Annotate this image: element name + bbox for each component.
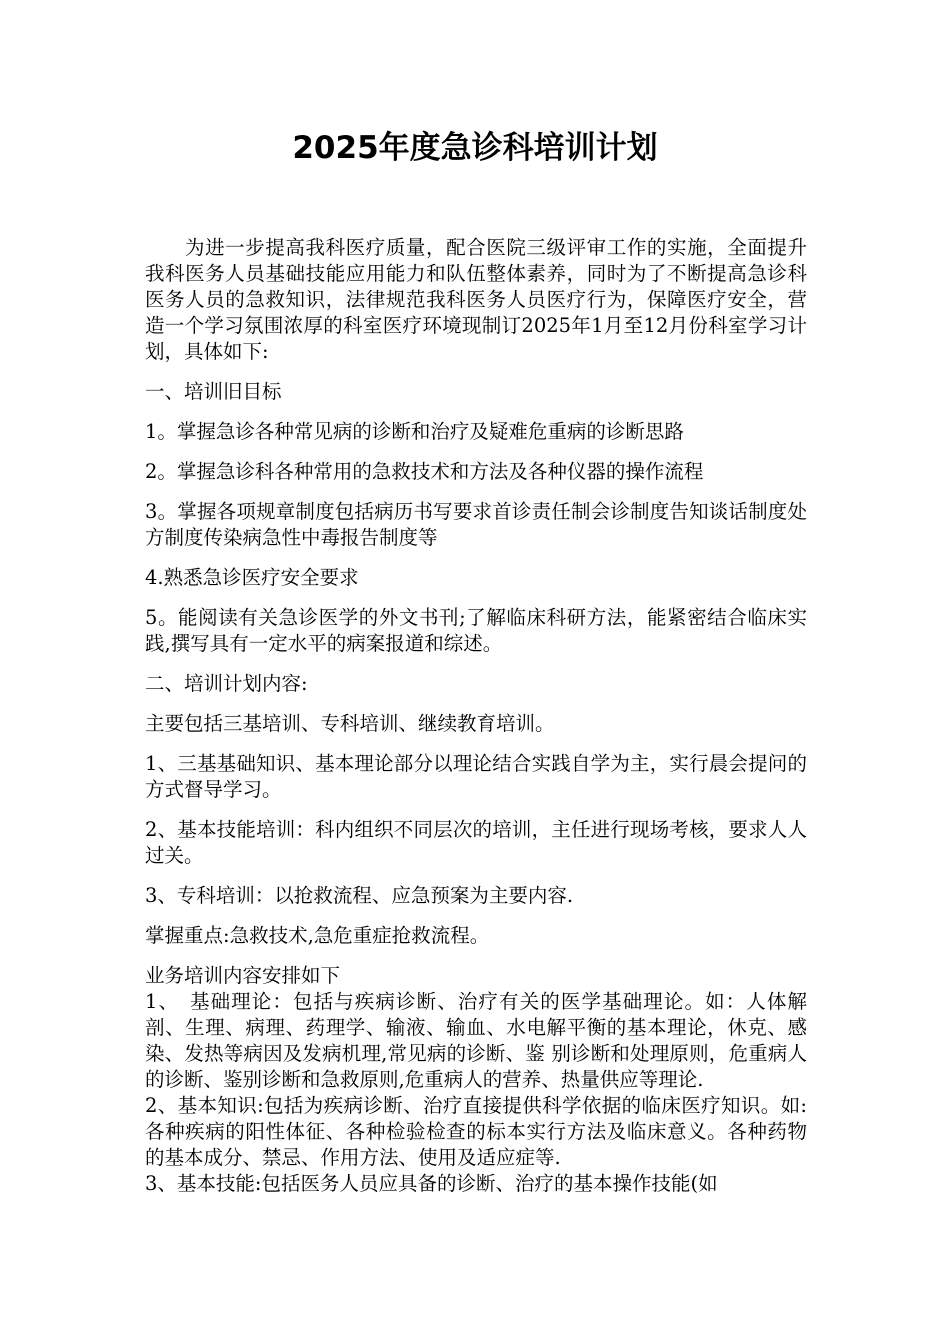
arrangement-item: 3、基本技能:包括医务人员应具备的诊断、治疗的基本操作技能(如	[145, 1172, 718, 1195]
arrangement-item: 2、基本知识:包括为疾病诊断、治疗直接提供科学依据的临床医疗知识。如:各种疾病的阳性体征、各种检验检查的标本实行方法及临床意义。各种药物的基本成分、禁忌、作用方法、使用及适应症等.	[145, 1094, 807, 1169]
content-item: 1、三基基础知识、基本理论部分以理论结合实践自学为主，实行晨会提问的方式督导学习。	[145, 752, 807, 801]
goal-item: 4.熟悉急诊医疗安全要求	[145, 566, 359, 589]
key-points: 掌握重点:急救技术,急危重症抢救流程。	[145, 924, 490, 947]
goal-item: 3。掌握各项规章制度包括病历书写要求首诊责任制会诊制度告知谈话制度处方制度传染病急性中毒报告制度等	[145, 500, 807, 549]
goal-item: 2。掌握急诊科各种常用的急救技术和方法及各种仪器的操作流程	[145, 460, 704, 483]
section-heading-goals: 一、培训旧目标	[145, 380, 282, 403]
section-heading-content: 二、培训计划内容:	[145, 672, 308, 695]
intro-paragraph: 为进一步提高我科医疗质量，配合医院三级评审工作的实施，全面提升我科医务人员基础技能应用能力和队伍整体素养，同时为了不断提高急诊科医务人员的急救知识，法律规范我科医务人员医疗行为，保障医疗安全，营造一个学习氛围浓厚的科室医疗环境现制订2025年1月至12月份科室学习计划，具体如下:	[145, 236, 807, 363]
goal-item: 5。能阅读有关急诊医学的外文书刊;了解临床科研方法，能紧密结合临床实践,撰写具有一定水平的病案报道和综述。	[145, 606, 807, 655]
content-item: 2、基本技能培训：科内组织不同层次的培训，主任进行现场考核，要求人人过关。	[145, 818, 807, 867]
goal-item: 1。掌握急诊各种常见病的诊断和治疗及疑难危重病的诊断思路	[145, 420, 684, 443]
content-summary: 主要包括三基培训、专科培训、继续教育培训。	[145, 712, 555, 735]
content-item: 3、专科培训：以抢救流程、应急预案为主要内容.	[145, 884, 574, 907]
arrangement-heading: 业务培训内容安排如下	[145, 964, 341, 987]
arrangement-item: 1、 基础理论：包括与疾病诊断、治疗有关的医学基础理论。如：人体解剖、生理、病理、药理学、输液、输血、水电解平衡的基本理论，休克、感染、发热等病因及发病机理,常见病的诊断、鉴 别诊断和处理原则，危重病人的诊断、鉴别诊断和急救原则,危重病人的营养、热量供应等理论.	[145, 990, 807, 1091]
document-body	[145, 235, 807, 1197]
document-title: 2025年度急诊科培训计划	[292, 130, 658, 166]
